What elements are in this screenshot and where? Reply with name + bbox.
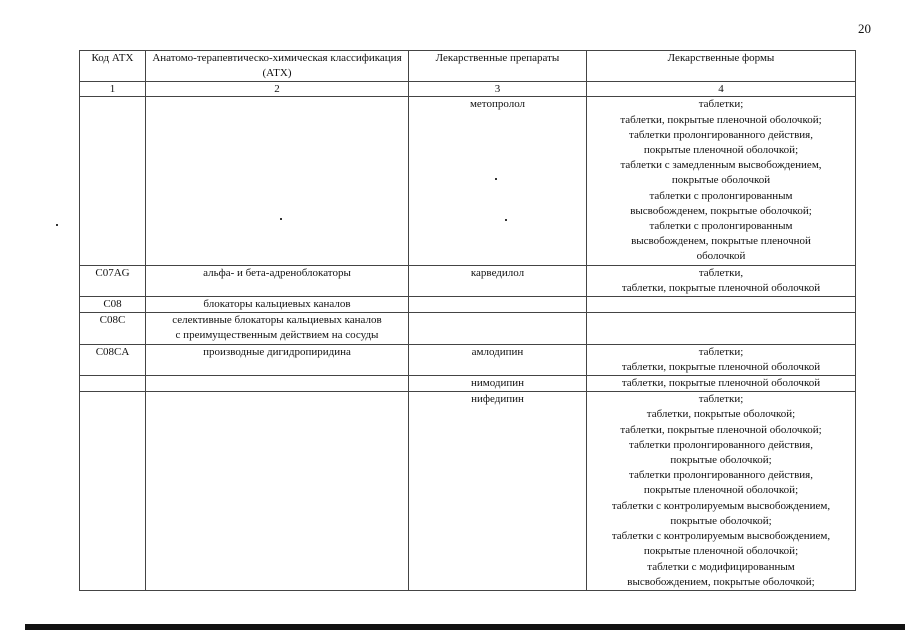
atc-classification-cell [146,313,409,344]
drug-cell: карведилол [409,265,587,296]
dosage-form-line: таблетки с контролируемым высвобождением, [611,530,831,543]
scan-mark [505,219,507,221]
atc-code-cell: C07AG [80,265,146,296]
drug-cell: нимодипин [409,376,587,392]
dosage-form-line: высвобожденем, покрытые пленочной [631,235,811,248]
dosage-form-line: таблетки с модифицированным [647,560,795,573]
dosage-forms-cell [587,265,856,296]
atc-classification-cell [146,376,409,392]
dosage-form-line: оболочкой [696,250,746,263]
atc-code-cell: C08C [80,313,146,344]
dosage-form-line: покрытые оболочкой [671,174,771,187]
atc-code-cell [80,97,146,265]
dosage-forms-cell [587,376,856,392]
header-dosage-forms: Лекарственные формы [587,51,856,82]
atc-classification-cell [146,392,409,591]
drug-cell: амлодипин [409,344,587,375]
drug-cell [409,297,587,313]
atc-code-cell: C08 [80,297,146,313]
dosage-forms-cell [587,344,856,375]
table-row [80,297,856,313]
dosage-form-line: таблетки, покрытые пленочной оболочкой; [620,113,822,126]
atc-table-container [79,50,855,591]
dosage-form-line: таблетки; [698,98,744,111]
dosage-forms-cell [587,297,856,313]
dosage-form-line: таблетки, покрытые пленочной оболочкой [621,377,821,390]
atc-table [79,50,856,591]
table-row [80,376,856,392]
dosage-form-line: таблетки, покрытые пленочной оболочкой [621,360,821,373]
dosage-form-line: таблетки, покрытые пленочной оболочкой [621,281,821,294]
atc-classification-line: с преимущественным действием на сосуды [175,329,379,342]
drug-cell [409,313,587,344]
dosage-form-line: высвобождением, покрытые оболочкой; [627,575,815,588]
scan-mark [495,178,497,180]
dosage-form-line: покрытые оболочкой; [670,454,772,467]
dosage-form-line: таблетки пролонгированного действия, [629,469,813,482]
table-row [80,265,856,296]
dosage-form-line: таблетки, покрытые оболочкой; [646,408,796,421]
dosage-forms-cell [587,97,856,265]
dosage-form-line: покрытые пленочной оболочкой; [643,144,799,157]
page-number: 20 [858,21,871,36]
atc-classification-cell: производные дигидропиридина [146,344,409,375]
dosage-form-line: таблетки, покрытые пленочной оболочкой; [620,423,822,436]
dosage-forms-cell [587,313,856,344]
dosage-form-line: покрытые оболочкой; [670,514,772,527]
atc-classification-cell [146,97,409,265]
dosage-form-line: таблетки; [698,393,744,406]
table-header-row [80,51,856,82]
dosage-forms-cell [587,392,856,591]
atc-classification-cell: альфа- и бета-адреноблокаторы [146,265,409,296]
column-number: 2 [146,82,409,97]
dosage-form-line: таблетки с контролируемым высвобождением, [611,499,831,512]
dosage-form-line: таблетки, [698,266,744,279]
dosage-form-line: покрытые пленочной оболочкой; [643,484,799,497]
drug-cell: метопролол [409,97,587,265]
header-atc-classification: Анатомо-терапевтическо-химическая классификация (АТХ) [146,51,409,82]
atc-classification-line: селективные блокаторы кальциевых каналов [172,314,382,327]
scan-bottom-edge [25,624,905,630]
column-number: 1 [80,82,146,97]
scan-mark [280,218,282,220]
column-number-row [80,82,856,97]
drug-cell: нифедипин [409,392,587,591]
header-drugs: Лекарственные препараты [409,51,587,82]
column-number: 4 [587,82,856,97]
dosage-form-line: таблетки с замедленным высвобождением, [620,159,822,172]
table-row [80,313,856,344]
dosage-form-line: таблетки с пролонгированным [649,189,793,202]
atc-code-cell [80,392,146,591]
header-atc-code: Код АТХ [80,51,146,82]
atc-code-cell [80,376,146,392]
dosage-form-line: таблетки пролонгированного действия, [629,438,813,451]
atc-classification-cell: блокаторы кальциевых каналов [146,297,409,313]
table-row [80,97,856,265]
table-row [80,344,856,375]
dosage-form-line: покрытые пленочной оболочкой; [643,545,799,558]
dosage-form-line: высвобожденем, покрытые оболочкой; [630,204,812,217]
column-number: 3 [409,82,587,97]
atc-code-cell: C08CA [80,344,146,375]
table-row [80,392,856,591]
dosage-form-line: таблетки пролонгированного действия, [629,128,813,141]
scan-mark [56,224,58,226]
dosage-form-line: таблетки с пролонгированным [649,220,793,233]
dosage-form-line: таблетки; [698,345,744,358]
